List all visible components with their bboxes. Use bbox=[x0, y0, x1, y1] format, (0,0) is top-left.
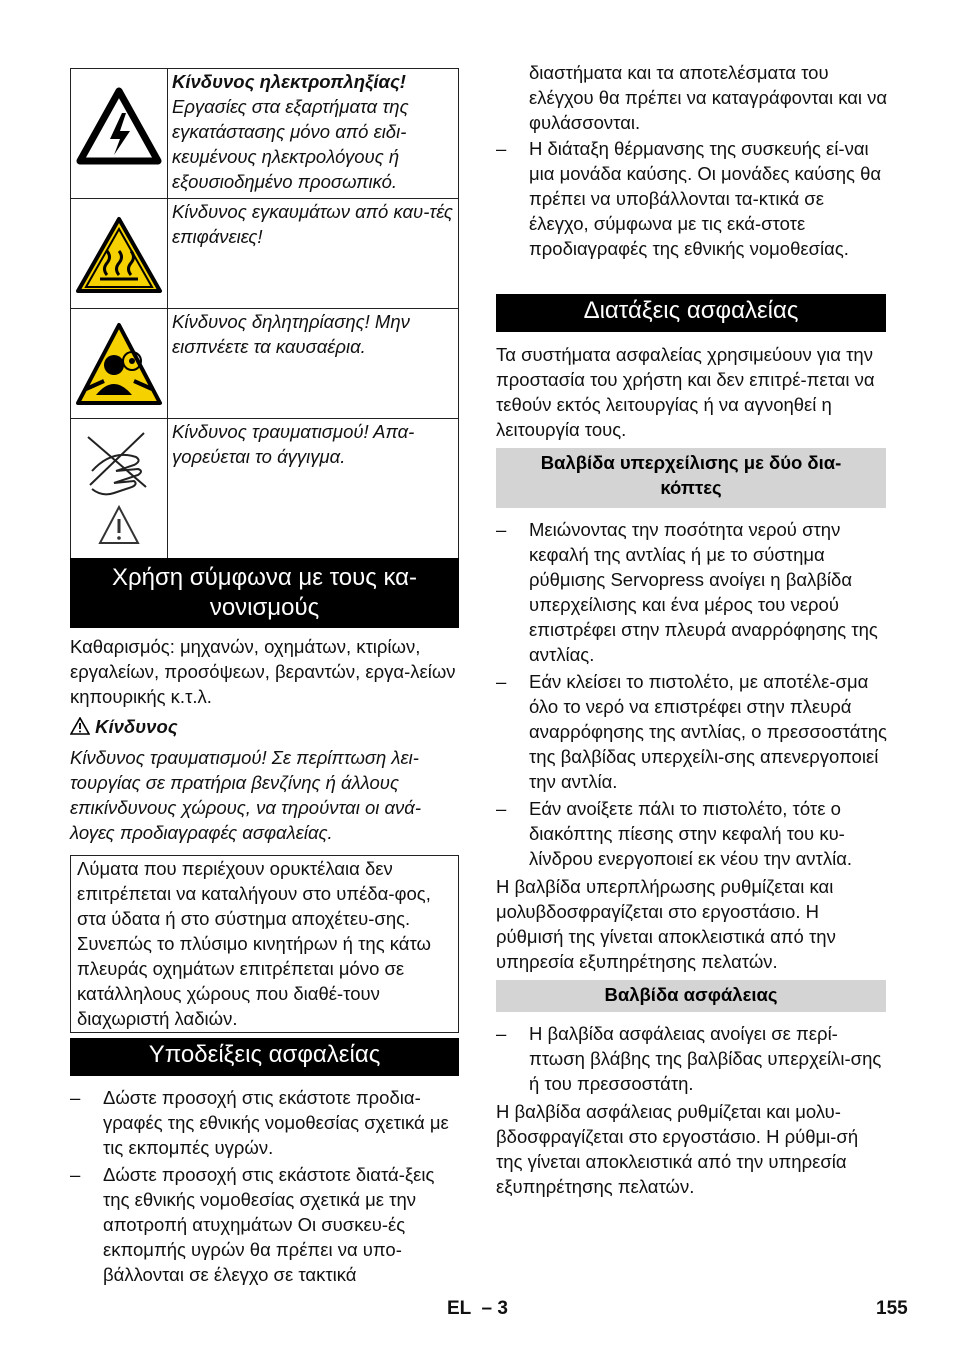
hazard-text-cell bbox=[168, 309, 459, 419]
safety-devices-heading: Διατάξεις ασφαλείας bbox=[496, 294, 886, 332]
footer-section: EL – 3 bbox=[447, 1298, 508, 1319]
warning-triangle-icon bbox=[70, 717, 90, 735]
electric-shock-icon bbox=[74, 69, 164, 193]
safety-notes-heading: Υποδείξεις ασφαλείας bbox=[70, 1038, 459, 1076]
usage-heading bbox=[70, 558, 459, 628]
safety-valve-note: Η βαλβίδα ασφάλειας ρυθμίζεται και μολυ-βδοσφραγίζεται στο εργοστάσιο. Η ρύθμι-σή της γίνεται αποκλειστικά από την υπηρεσία εξυπηρέτησης πελατών. bbox=[496, 1101, 859, 1197]
oil-notice-box: Λύματα που περιέχουν ορυκτέλαια δεν επιτρέπεται να καταλήγουν στο υπέδα-φος, στα ύδατα ή στο σύστημα αποχέτευ-σης. Συνεπώς το πλύσιμο κινητήρων ή της κάτω πλευράς οχημάτων επιτρέπεται μόνο σε κατάλληλους χώρους που διαθέ-τουν διαχωριστή λαδιών. bbox=[70, 855, 459, 1033]
safety-notes-continued: διαστήματα και τα αποτελέσματα του ελέγχου θα πρέπει να καταγράφονται και να φυλάσσονται. bbox=[529, 62, 888, 133]
danger-label: Κίνδυνος bbox=[95, 716, 178, 737]
safety-valve-list bbox=[496, 1021, 888, 1098]
hot-surface-icon bbox=[74, 199, 164, 303]
overflow-valve-heading bbox=[496, 448, 886, 508]
usage-heading-line2: νονισμούς bbox=[209, 594, 320, 621]
safety-valve-heading: Βαλβίδα ασφάλειας bbox=[496, 980, 886, 1012]
overflow-valve-list bbox=[496, 517, 888, 873]
no-touch-icon bbox=[74, 419, 164, 555]
list-item: – Εάν ανοίξετε πάλι το πιστολέτο, τότε ο διακόπτης πίεσης στην κεφαλή του κυ-λίνδρου ενεργοποιεί εκ νέου την αντλία. bbox=[496, 798, 853, 869]
hazard-text-cell bbox=[168, 199, 459, 309]
list-item: – Μειώνοντας την ποσότητα νερού στην κεφαλή της αντλίας ή με το σύστημα ρύθμισης Servopress ανοίγει η βαλβίδα υπερχείλισης και ένα μέρος του νερού επιστρέφει στην πλευρά αναρρόφησης της αντλίας. bbox=[496, 519, 878, 665]
overflow-valve-note: Η βαλβίδα υπερπλήρωσης ρυθμίζεται και μολυβδοσφραγίζεται στο εργοστάσιο. Η ρύθμισή της γίνεται αποκλειστικά από την υπηρεσία εξυπηρέτησης πελατών. bbox=[496, 876, 836, 972]
list-item: – Εάν κλείσει το πιστολέτο, με αποτέλε-σμα όλο το νερό να επιστρέφει στην πλευρά αναρρόφησης της αντλίας, ο πρεσσοστάτης της βαλβίδας υπερχείλι-σης απενεργοποιεί την αντλία. bbox=[496, 671, 887, 792]
danger-label-row bbox=[70, 714, 460, 739]
hazard-text: Κίνδυνος δηλητηρίασης! Μην εισπνέετε τα καυσαέρια. bbox=[172, 311, 410, 357]
usage-text: Καθαρισμός: μηχανών, οχημάτων, κτιρίων, εργαλείων, προσόψεων, βεραντών, εργα-λείων κηπουρικής κ.τ.λ. bbox=[70, 636, 456, 707]
hazard-row bbox=[71, 199, 459, 309]
page-number: 155 bbox=[876, 1298, 908, 1319]
list-item: – Δώστε προσοχή στις εκάστοτε προδια-γραφές της εθνικής νομοθεσίας σχετικά με τις εκπομπές υγρών. bbox=[70, 1087, 449, 1158]
hazard-row bbox=[71, 69, 459, 199]
overflow-heading-line2: κόπτες bbox=[660, 477, 722, 498]
hazard-text-cell bbox=[168, 419, 459, 561]
hazard-text: Κίνδυνος τραυματισμού! Απα-γορεύεται το άγγιγμα. bbox=[172, 421, 415, 467]
safety-devices-intro: Τα συστήματα ασφαλείας χρησιμεύουν για την προστασία του χρήστη και δεν επιτρέ-πεται να τεθούν εκτός λειτουργίας ή να αγνοηθεί η λειτουργία τους. bbox=[496, 344, 875, 440]
hazard-text-cell bbox=[168, 69, 459, 199]
hazard-row bbox=[71, 309, 459, 419]
overflow-heading-line1: Βαλβίδα υπερχείλισης με δύο δια- bbox=[540, 452, 842, 473]
toxic-gas-icon bbox=[74, 309, 164, 413]
hazard-row bbox=[71, 419, 459, 561]
hazard-text: Κίνδυνος εγκαυμάτων από καυ-τές επιφάνειες! bbox=[172, 201, 453, 247]
hazard-icon-cell bbox=[71, 69, 168, 199]
hazard-title: Κίνδυνος ηλεκτροπληξίας! bbox=[172, 71, 406, 92]
list-item: – Δώστε προσοχή στις εκάστοτε διατά-ξεις της εθνικής νομοθεσίας σχετικά με την αποτροπή ατυχημάτων Οι συσκευ-ές εκπομπής υγρών θα πρέπει να υπο-βάλλονται σε έλεγχο σε τακτικά bbox=[70, 1164, 435, 1285]
usage-heading-line1: Χρήση σύμφωνα με τους κα- bbox=[111, 564, 418, 591]
hazard-icon-cell bbox=[71, 199, 168, 309]
safety-notes-list-continued bbox=[496, 136, 888, 263]
hazard-icon-cell bbox=[71, 309, 168, 419]
safety-notes-list bbox=[70, 1085, 462, 1289]
list-item: – Η διάταξη θέρμανσης της συσκευής εί-ναι μια μονάδα καύσης. Οι μονάδες καύσης θα πρέπει να υποβάλλονται τα-κτικά σε έλεγχο, σύμφωνα με τις εκά-στοτε προδιαγραφές της εθνικής νομοθεσίας. bbox=[496, 138, 882, 259]
danger-text: Κίνδυνος τραυματισμού! Σε περίπτωση λει-τουργίας σε πρατήρια βενζίνης ή άλλους επικίνδυνους χώρους, να τηρούνται οι ανά-λογες προδιαγραφές ασφαλείας. bbox=[70, 747, 422, 843]
hazard-text: Εργασίες στα εξαρτήματα της εγκατάστασης μόνο από ειδι-κευμένους ηλεκτρολόγους ή εξουσιοδημένο προσωπικό. bbox=[172, 96, 409, 192]
list-item: – Η βαλβίδα ασφάλειας ανοίγει σε περί-πτωση βλάβης της βαλβίδας υπερχείλι-σης ή του πρεσσοστάτη. bbox=[496, 1023, 882, 1094]
hazard-icon-cell bbox=[71, 419, 168, 561]
hazard-table bbox=[70, 68, 459, 561]
